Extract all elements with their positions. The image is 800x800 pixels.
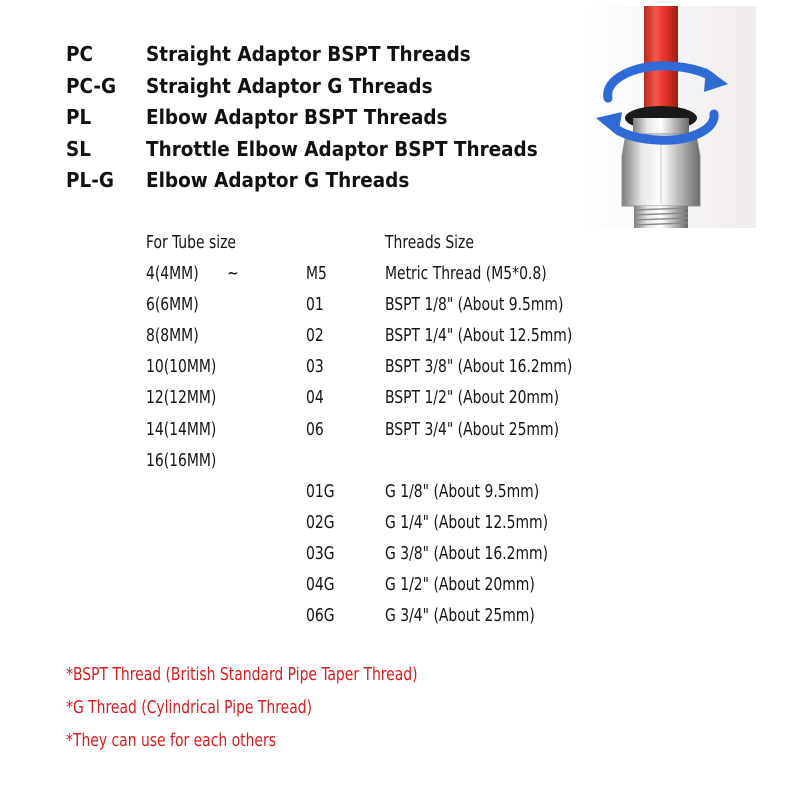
tube-size: 4(4MM) bbox=[146, 263, 199, 284]
thread-code: M5 bbox=[306, 263, 327, 284]
thread-code: 06G bbox=[306, 605, 335, 626]
thread-code: 04G bbox=[306, 574, 335, 595]
adaptor-description: Elbow Adaptor BSPT Threads bbox=[146, 105, 448, 129]
adaptor-code: SL bbox=[66, 137, 91, 161]
adaptor-description: Throttle Elbow Adaptor BSPT Threads bbox=[146, 137, 538, 161]
thread-size: G 1/8" (About 9.5mm) bbox=[385, 481, 540, 502]
thread-code: 03G bbox=[306, 543, 335, 564]
tube-size: 14(14MM) bbox=[146, 419, 217, 440]
tube-size: 8(8MM) bbox=[146, 325, 199, 346]
footnote: *They can use for each others bbox=[66, 730, 276, 751]
thread-code: 01G bbox=[306, 481, 335, 502]
thread-code: 06 bbox=[306, 419, 324, 440]
tube-size: 10(10MM) bbox=[146, 356, 217, 377]
thread-code: 03 bbox=[306, 356, 324, 377]
threads-size-header: Threads Size bbox=[385, 232, 474, 253]
adaptor-code: PC-G bbox=[66, 74, 117, 98]
thread-size: Metric Thread (M5*0.8) bbox=[385, 263, 547, 284]
adaptor-description: Straight Adaptor G Threads bbox=[146, 74, 433, 98]
tube-size: 6(6MM) bbox=[146, 294, 199, 315]
adaptor-code: PL bbox=[66, 105, 92, 129]
footnote: *G Thread (Cylindrical Pipe Thread) bbox=[66, 697, 313, 718]
adaptor-description: Straight Adaptor BSPT Threads bbox=[146, 42, 471, 66]
product-image bbox=[586, 6, 756, 228]
thread-size: BSPT 1/4" (About 12.5mm) bbox=[385, 325, 573, 346]
thread-size: BSPT 1/2" (About 20mm) bbox=[385, 387, 560, 408]
thread-size: G 1/4" (About 12.5mm) bbox=[385, 512, 549, 533]
thread-size: BSPT 3/4" (About 25mm) bbox=[385, 419, 560, 440]
adaptor-code: PL-G bbox=[66, 168, 114, 192]
thread-size: G 3/4" (About 25mm) bbox=[385, 605, 535, 626]
footnote: *BSPT Thread (British Standard Pipe Taper Thread) bbox=[66, 664, 418, 685]
thread-code: 02 bbox=[306, 325, 324, 346]
thread-code: 02G bbox=[306, 512, 335, 533]
thread-code: 04 bbox=[306, 387, 324, 408]
adaptor-code: PC bbox=[66, 42, 93, 66]
thread-size: BSPT 3/8" (About 16.2mm) bbox=[385, 356, 573, 377]
tube-size-header: For Tube size bbox=[146, 232, 236, 253]
adaptor-description: Elbow Adaptor G Threads bbox=[146, 168, 410, 192]
thread-size: G 1/2" (About 20mm) bbox=[385, 574, 535, 595]
range-symbol: ~ bbox=[227, 263, 239, 284]
thread-size: G 3/8" (About 16.2mm) bbox=[385, 543, 549, 564]
tube-size: 16(16MM) bbox=[146, 450, 217, 471]
thread-size: BSPT 1/8" (About 9.5mm) bbox=[385, 294, 564, 315]
tube-size: 12(12MM) bbox=[146, 387, 217, 408]
thread-code: 01 bbox=[306, 294, 324, 315]
